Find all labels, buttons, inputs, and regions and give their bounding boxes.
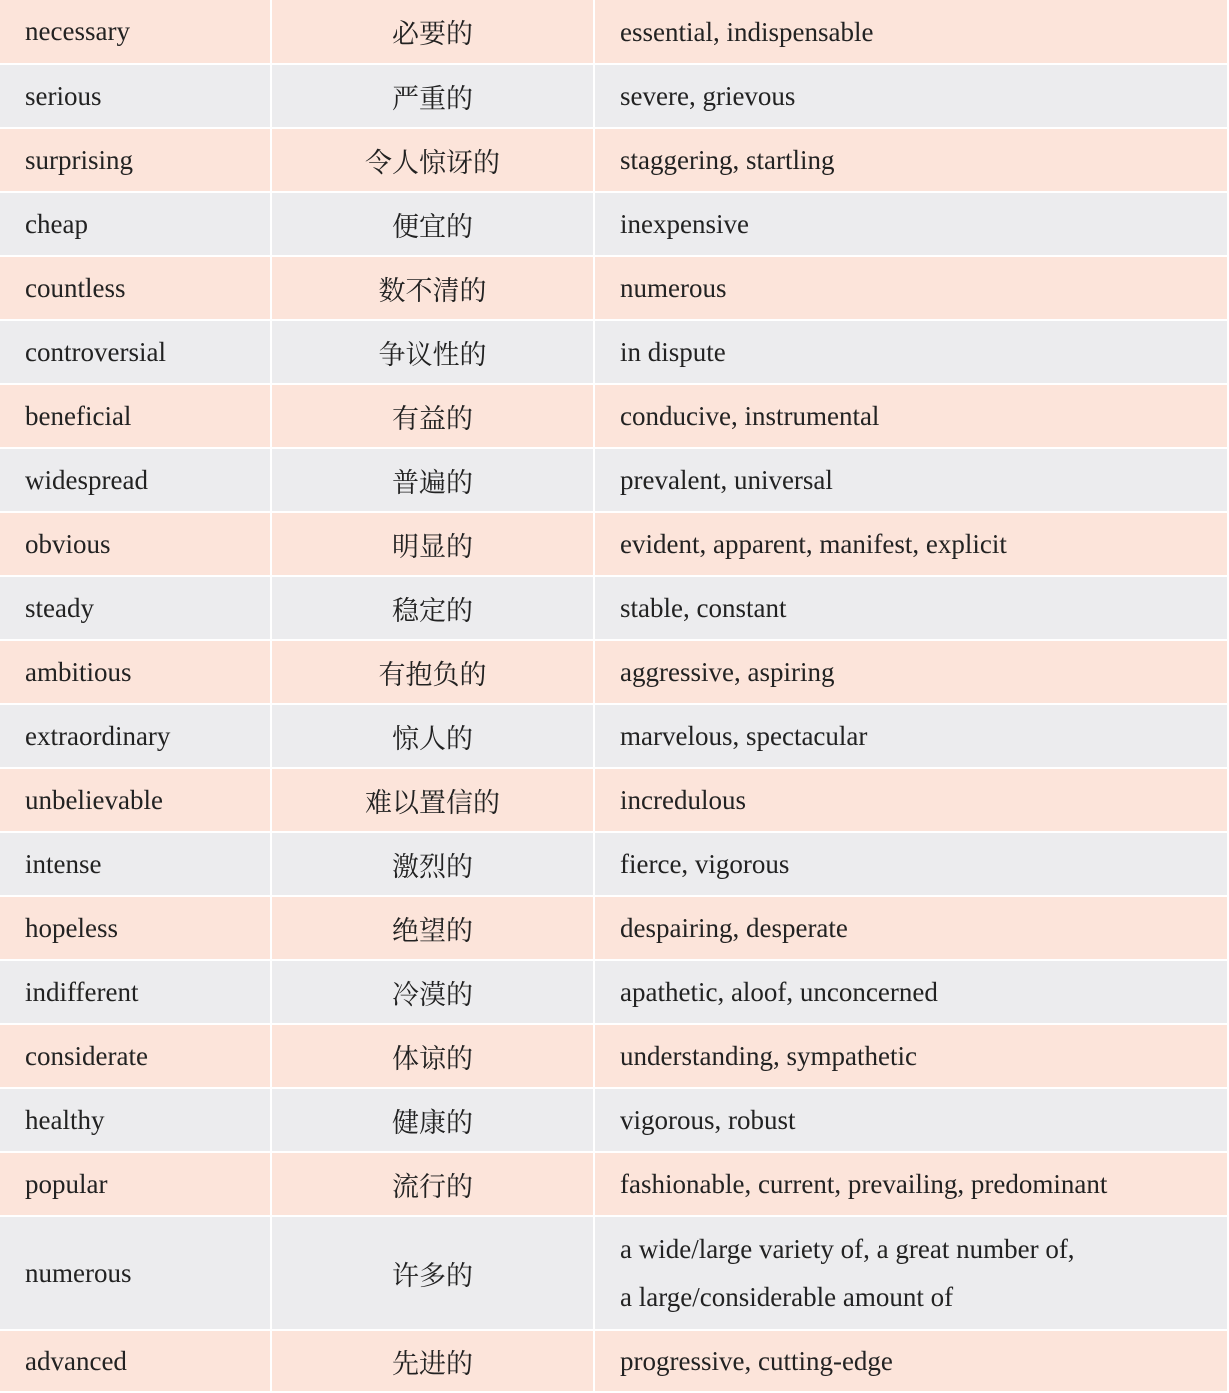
synonyms-cell (594, 320, 1228, 384)
table-row (0, 640, 1228, 704)
synonyms-line: stable, constant (620, 593, 787, 623)
synonyms-cell (594, 256, 1228, 320)
table-row (0, 64, 1228, 128)
synonyms-cell (594, 1024, 1228, 1088)
table-row (0, 256, 1228, 320)
english-word-cell: steady (0, 576, 271, 640)
synonyms-cell (594, 576, 1228, 640)
synonyms-line: aggressive, aspiring (620, 657, 835, 687)
table-row (0, 1024, 1228, 1088)
chinese-meaning-cell: 稳定的 (271, 576, 594, 640)
synonyms-cell (594, 448, 1228, 512)
table-row (0, 1152, 1228, 1216)
synonyms-cell (594, 960, 1228, 1024)
chinese-meaning-cell: 普遍的 (271, 448, 594, 512)
english-word-cell: surprising (0, 128, 271, 192)
synonyms-cell (594, 768, 1228, 832)
english-word-cell: ambitious (0, 640, 271, 704)
synonyms-cell (594, 1330, 1228, 1392)
english-word-cell: healthy (0, 1088, 271, 1152)
english-word-cell: countless (0, 256, 271, 320)
synonyms-cell (594, 384, 1228, 448)
table-row (0, 576, 1228, 640)
chinese-meaning-cell: 许多的 (271, 1216, 594, 1330)
synonyms-cell (594, 704, 1228, 768)
english-word-cell: intense (0, 832, 271, 896)
synonyms-cell (594, 128, 1228, 192)
chinese-meaning-cell: 健康的 (271, 1088, 594, 1152)
english-word-cell: hopeless (0, 896, 271, 960)
synonyms-line: despairing, desperate (620, 913, 848, 943)
synonyms-cell (594, 192, 1228, 256)
synonyms-cell (594, 1152, 1228, 1216)
synonyms-line: inexpensive (620, 209, 749, 239)
table-row (0, 960, 1228, 1024)
english-word-cell: obvious (0, 512, 271, 576)
english-word-cell: indifferent (0, 960, 271, 1024)
synonyms-cell (594, 512, 1228, 576)
synonyms-line: fierce, vigorous (620, 849, 790, 879)
table-row (0, 704, 1228, 768)
chinese-meaning-cell: 体谅的 (271, 1024, 594, 1088)
synonyms-line: severe, grievous (620, 81, 796, 111)
synonyms-line: incredulous (620, 785, 746, 815)
synonyms-line: a large/considerable amount of (620, 1282, 954, 1312)
chinese-meaning-cell: 数不清的 (271, 256, 594, 320)
english-word-cell: numerous (0, 1216, 271, 1330)
english-word-cell: controversial (0, 320, 271, 384)
table-row (0, 1088, 1228, 1152)
synonyms-cell (594, 896, 1228, 960)
chinese-meaning-cell: 流行的 (271, 1152, 594, 1216)
chinese-meaning-cell: 绝望的 (271, 896, 594, 960)
english-word-cell: beneficial (0, 384, 271, 448)
chinese-meaning-cell: 惊人的 (271, 704, 594, 768)
chinese-meaning-cell: 激烈的 (271, 832, 594, 896)
english-word-cell: widespread (0, 448, 271, 512)
synonyms-line: prevalent, universal (620, 465, 833, 495)
english-word-cell: popular (0, 1152, 271, 1216)
english-word-cell: serious (0, 64, 271, 128)
synonyms-line: progressive, cutting-edge (620, 1346, 893, 1376)
chinese-meaning-cell: 先进的 (271, 1330, 594, 1392)
chinese-meaning-cell: 难以置信的 (271, 768, 594, 832)
english-word-cell: necessary (0, 0, 271, 64)
table-row (0, 512, 1228, 576)
english-word-cell: considerate (0, 1024, 271, 1088)
english-word-cell: extraordinary (0, 704, 271, 768)
table-row (0, 0, 1228, 64)
table-row (0, 1216, 1228, 1330)
synonyms-line: apathetic, aloof, unconcerned (620, 977, 938, 1007)
table-row (0, 128, 1228, 192)
chinese-meaning-cell: 明显的 (271, 512, 594, 576)
table-row (0, 832, 1228, 896)
synonyms-cell (594, 1088, 1228, 1152)
english-word-cell: unbelievable (0, 768, 271, 832)
synonyms-line: fashionable, current, prevailing, predominant (620, 1169, 1108, 1199)
synonyms-cell (594, 640, 1228, 704)
chinese-meaning-cell: 有益的 (271, 384, 594, 448)
chinese-meaning-cell: 有抱负的 (271, 640, 594, 704)
english-word-cell: cheap (0, 192, 271, 256)
table-row (0, 768, 1228, 832)
table-row (0, 320, 1228, 384)
synonyms-cell (594, 64, 1228, 128)
synonyms-line: understanding, sympathetic (620, 1041, 917, 1071)
synonyms-line: vigorous, robust (620, 1105, 796, 1135)
synonyms-line: conducive, instrumental (620, 401, 880, 431)
chinese-meaning-cell: 严重的 (271, 64, 594, 128)
table-row (0, 896, 1228, 960)
chinese-meaning-cell: 冷漠的 (271, 960, 594, 1024)
chinese-meaning-cell: 争议性的 (271, 320, 594, 384)
synonyms-cell (594, 1216, 1228, 1330)
chinese-meaning-cell: 令人惊讶的 (271, 128, 594, 192)
synonyms-line: evident, apparent, manifest, explicit (620, 529, 1007, 559)
english-word-cell: advanced (0, 1330, 271, 1392)
table-row (0, 192, 1228, 256)
synonyms-line: essential, indispensable (620, 16, 874, 47)
synonyms-line: marvelous, spectacular (620, 721, 868, 751)
synonyms-cell (594, 832, 1228, 896)
synonyms-cell (594, 0, 1228, 64)
table-row (0, 448, 1228, 512)
table-row (0, 1330, 1228, 1392)
synonyms-line: a wide/large variety of, a great number of, (620, 1234, 1075, 1264)
chinese-meaning-cell: 必要的 (271, 0, 594, 64)
synonyms-line: numerous (620, 273, 727, 303)
synonyms-line: staggering, startling (620, 145, 835, 175)
synonyms-line: in dispute (620, 337, 726, 367)
chinese-meaning-cell: 便宜的 (271, 192, 594, 256)
table-row (0, 384, 1228, 448)
